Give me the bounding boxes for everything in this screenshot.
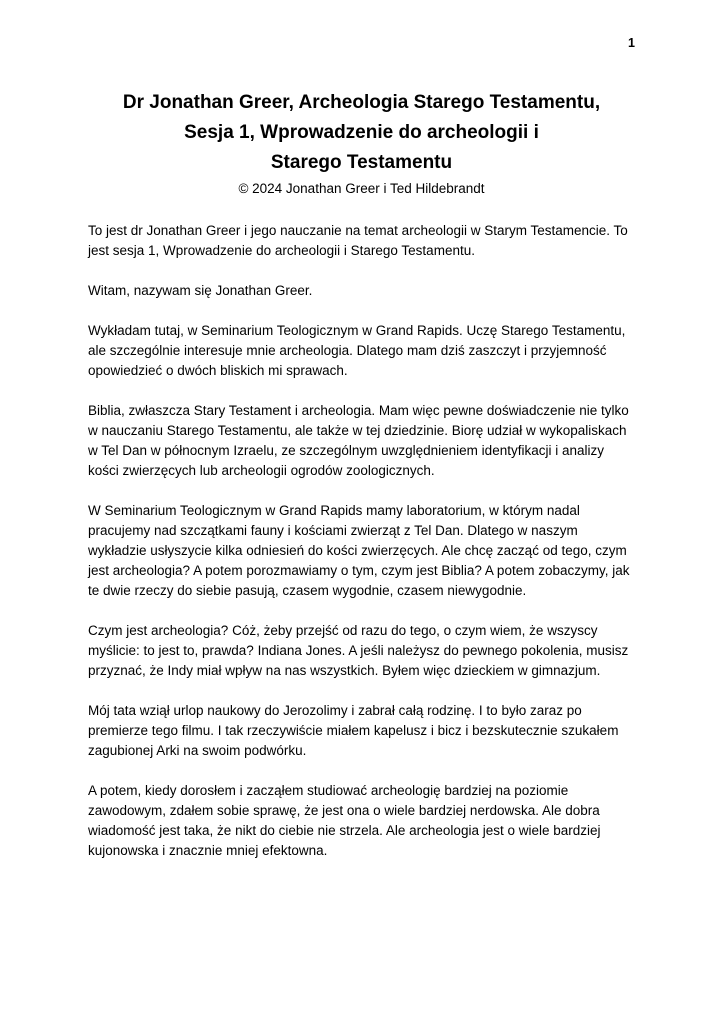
copyright-line: © 2024 Jonathan Greer i Ted Hildebrandt bbox=[238, 181, 485, 196]
paragraph-indiana-jones: Czym jest archeologia? Cóż, żeby przejść od razu do tego, o czym wiem, że wszyscy myślicie: to jest to, prawda? Indiana Jones. A jeśli należysz do pewnego pokolenia, musisz przyznać, że Indy miał wpływ na nas wszystkich. Byłem więc dzieckiem w gimnazjum. bbox=[88, 623, 629, 678]
document-title bbox=[88, 88, 635, 178]
document-body bbox=[88, 221, 635, 861]
paragraph-seminary: Wykładam tutaj, w Seminarium Teologicznym w Grand Rapids. Uczę Starego Testamentu, ale szczególnie interesuje mnie archeologia. Dlatego mam dziś zaszczyt i przyjemność opowiedzieć o dwóch bliskich mi sprawach. bbox=[88, 323, 626, 378]
page-number: 1 bbox=[628, 36, 635, 50]
paragraph-bible-archeology: Biblia, zwłaszcza Stary Testament i archeologia. Mam więc pewne doświadczenie nie tylko w nauczaniu Starego Testamentu, ale także w tej dziedzinie. Biorę udział w wykopaliskach w Tel Dan w północnym Izraelu, ze szczególnym uwzględnieniem identyfikacji i analizy kości zwierzęcych lub archeologii ogrodów zoologicznych. bbox=[88, 403, 629, 478]
paragraph-professional: A potem, kiedy dorosłem i zacząłem studiować archeologię bardziej na poziomie zawodowym, zdałem sobie sprawę, że jest ona o wiele bardziej nerdowska. Ale dobra wiadomość jest taka, że nikt do ciebie nie strzela. Ale archeologia jest o wiele bardziej kujonowska i znacznie mniej efektowna. bbox=[88, 783, 601, 858]
paragraph-jerusalem: Mój tata wziął urlop naukowy do Jerozolimy i zabrał całą rodzinę. I to było zaraz po premierze tego filmu. I tak rzeczywiście miałem kapelusz i bicz i bezskutecznie szukałem zagubionej Arki na swoim podwórku. bbox=[88, 703, 619, 758]
paragraph-laboratory: W Seminarium Teologicznym w Grand Rapids mamy laboratorium, w którym nadal pracujemy nad szczątkami fauny i kościami zwierząt z Tel Dan. Dlatego w naszym wykładzie usłyszycie kilka odniesień do kości zwierzęcych. Ale chcę zacząć od tego, czym jest archeologia? A potem porozmawiamy o tym, czym jest Biblia? A potem zobaczymy, jak te dwie rzeczy do siebie pasują, czasem wygodnie, czasem niewygodnie. bbox=[88, 503, 630, 598]
title-line-2: Sesja 1, Wprowadzenie do archeologii i bbox=[184, 122, 539, 143]
title-line-1: Dr Jonathan Greer, Archeologia Starego Testamentu, bbox=[122, 92, 601, 113]
paragraph-intro: To jest dr Jonathan Greer i jego nauczanie na temat archeologii w Starym Testamencie. To jest sesja 1, Wprowadzenie do archeologii i Starego Testamentu. bbox=[88, 223, 628, 258]
title-line-3: Starego Testamentu bbox=[270, 152, 453, 173]
paragraph-greeting: Witam, nazywam się Jonathan Greer. bbox=[88, 283, 313, 298]
